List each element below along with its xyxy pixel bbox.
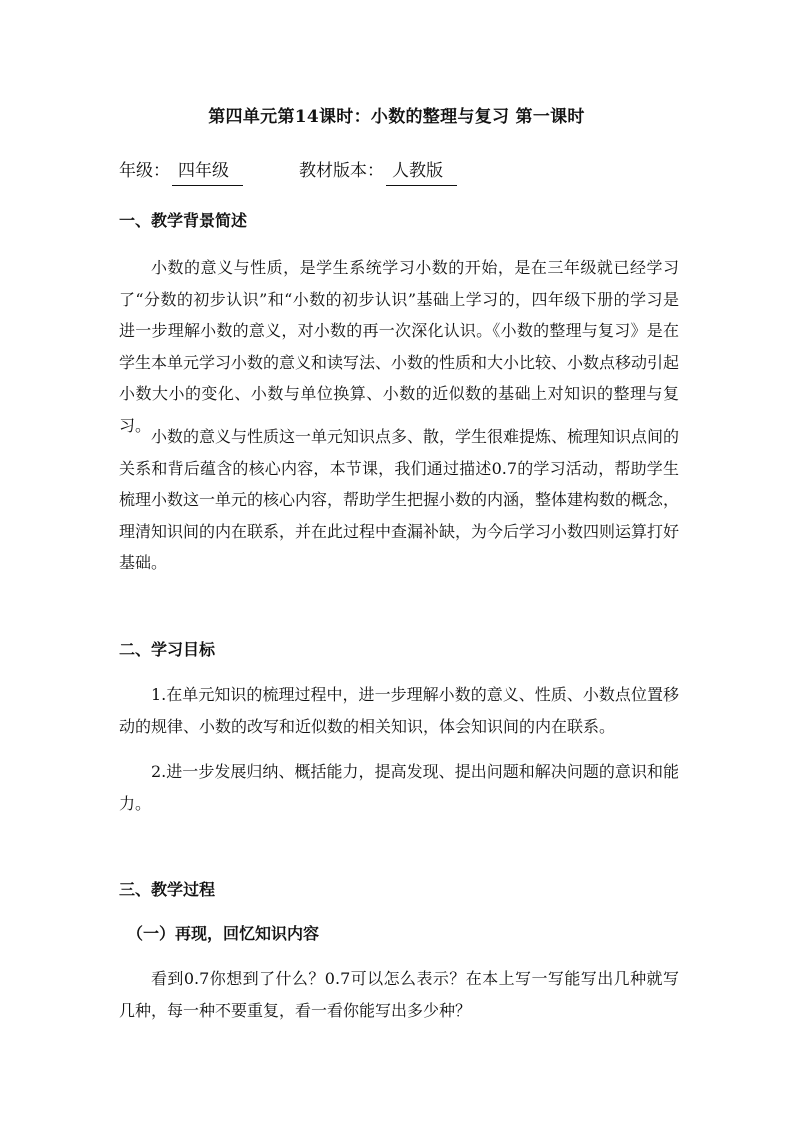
section-heading-process: 三、教学过程 (119, 880, 216, 899)
objective-item-1: 1.在单元知识的梳理过程中，进一步理解小数的意义、性质、小数点位置移动的规律、小数的改写和近似数的相关知识，体会知识间的内在联系。 (119, 685, 679, 736)
subsection-heading-recall: （一）再现，回忆知识内容 (127, 924, 320, 943)
grade-value: 四年级 (172, 157, 243, 186)
paragraph-background-2: 小数的意义与性质这一单元知识点多、散，学生很难提炼、梳理知识点间的关系和背后蕴含的核心内容，本节课，我们通过描述0.7的学习活动，帮助学生梳理小数这一单元的核心内容，帮助学生把握小数的内涵，整体建构数的概念，理清知识间的内在联系，并在此过程中查漏补缺，为今后学习小数四则运算打好基础。 (119, 427, 680, 572)
textbook-label: 教材版本： (299, 161, 384, 181)
textbook-value: 人教版 (386, 157, 457, 186)
paragraph-recall: 看到0.7你想到了什么？0.7可以怎么表示？在本上写一写能写出几种就写几种，每一种不要重复，看一看你能写出多少种？ (119, 969, 679, 1020)
objective-item-2: 2.进一步发展归纳、概括能力，提高发现、提出问题和解决问题的意识和能力。 (119, 762, 679, 813)
document-title: 第四单元第14课时：小数的整理与复习 第一课时 (208, 107, 585, 127)
grade-label: 年级： (119, 161, 170, 181)
meta-row (119, 157, 457, 186)
section-heading-background: 一、教学背景简述 (119, 211, 248, 230)
paragraph-background-1: 小数的意义与性质，是学生系统学习小数的开始，是在三年级就已经学习了“分数的初步认识”和“小数的初步认识”基础上学习的，四年级下册的学习是进一步理解小数的意义，对小数的再一次深化认识。《小数的整理与复习》是在学生本单元学习小数的意义和读写法、小数的性质和大小比较、小数点移动引起小数大小的变化、小数与单位换算、小数的近似数的基础上对知识的整理与复习。 (119, 258, 680, 435)
section-heading-objectives: 二、学习目标 (119, 640, 216, 659)
